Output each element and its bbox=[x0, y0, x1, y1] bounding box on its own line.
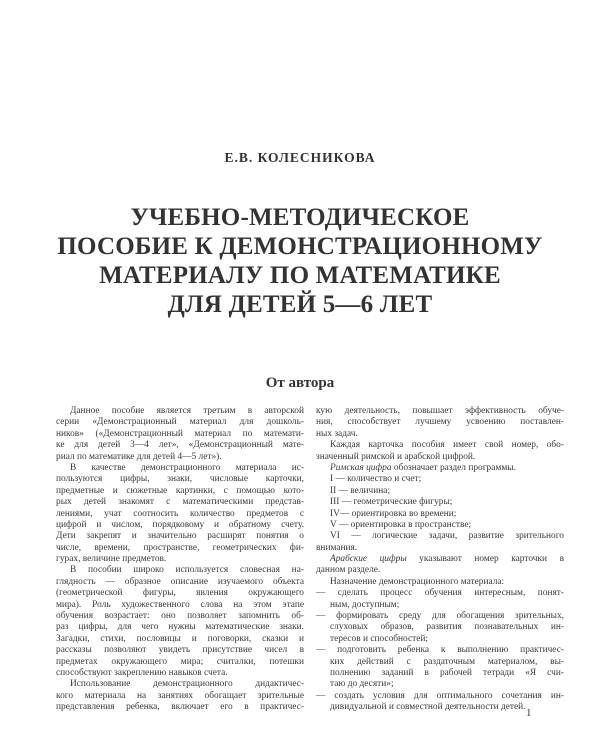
list-item: — создать условия для оптимального сочетания ин- bbox=[316, 690, 564, 701]
right-text-column bbox=[316, 406, 564, 714]
text-line: ников» («Демонстрационный материал по математи- bbox=[56, 428, 304, 439]
text-line: серии «Демонстрационный материал для дошколь- bbox=[56, 417, 304, 428]
text-line: цифрой и числом, порядковому и обратному счету. bbox=[56, 519, 304, 530]
text-line: Дети закрепят и значительно расширят понятия о bbox=[56, 531, 304, 542]
text-line: лениями, учат соотносить количество предметов с bbox=[56, 508, 304, 519]
text-line: (геометрической фигуры, явления окружающего bbox=[56, 588, 304, 599]
text-line: кую деятельность, повышает эффективность обуче- bbox=[316, 406, 564, 416]
roman-numeral-term: Римская цифра bbox=[330, 462, 392, 473]
list-item: — формировать среду для обогащения зрительных, bbox=[316, 611, 564, 622]
page-number: 1 bbox=[526, 707, 532, 719]
title-line: ДЛЯ ДЕТЕЙ 5—6 ЛЕТ bbox=[167, 291, 433, 318]
list-item: — сделать процесс обучения интересным, понят- bbox=[316, 588, 564, 599]
text-line: раз цифры, для чего нужны математические знаки. bbox=[56, 622, 304, 633]
title-line: ПОСОБИЕ К ДЕМОНСТРАЦИОННОМУ bbox=[57, 233, 543, 260]
text-line: Назначение демонстрационного материала: bbox=[330, 576, 505, 587]
text-line: предметные и сюжетные картинки, с помощью кото- bbox=[56, 485, 304, 496]
inline-text: обозначает раздел программы. bbox=[391, 462, 516, 473]
text-line: полнению заданий в рабочей тетради «Я счи- bbox=[330, 667, 564, 678]
text-line: VI — логические задачи, развитие зрительного bbox=[330, 531, 564, 542]
text-line: таю до десяти»; bbox=[330, 679, 394, 690]
text-line: слуховых образов, развития познавательных ин- bbox=[330, 622, 564, 633]
text-line: кого материала на занятиях обогащает зрительные bbox=[56, 690, 304, 701]
left-text-column bbox=[56, 406, 304, 714]
text-line: ным, доступным; bbox=[330, 599, 400, 610]
text-line: В качестве демонстрационного материала ис- bbox=[70, 462, 304, 473]
text-line: гурах, величине предметов. bbox=[56, 554, 167, 565]
text-line: В пособии широко используется словесная на- bbox=[70, 565, 304, 576]
text-line: числе, времени, пространстве, геометрических фи- bbox=[56, 542, 304, 553]
text-line: глядность — образное описание изучаемого объекта bbox=[56, 576, 304, 587]
text-line: предметах окружающего мира; считалки, потешки bbox=[56, 656, 304, 667]
title-line: МАТЕРИАЛУ ПО МАТЕМАТИКЕ bbox=[99, 262, 501, 289]
inline-text: указывают номер карточки в bbox=[406, 554, 564, 565]
text-line: мира). Роль художественного слова на этом этапе bbox=[56, 599, 304, 610]
text-line: Использование демонстрационного дидактичес- bbox=[70, 679, 304, 690]
book-title bbox=[40, 203, 560, 319]
text-line: Данное пособие является третьим в авторской bbox=[70, 406, 304, 416]
text-line: способствуют закреплению навыков счета. bbox=[56, 667, 228, 678]
list-item: — подготовить ребенка к выполнению практичес- bbox=[316, 645, 564, 656]
text-line: Каждая карточка пособия имеет свой номер, обо- bbox=[330, 440, 564, 451]
text-line: ке для детей 3—4 лет», «Демонстрационный мате- bbox=[56, 440, 304, 451]
text-line: ных задач. bbox=[316, 428, 358, 439]
text-line bbox=[316, 463, 564, 474]
text-line: представления ребенка, включает его в практичес- bbox=[56, 702, 304, 713]
text-line: Загадки, стихи, пословицы и поговорки, сказки и bbox=[56, 633, 304, 644]
text-line: рых детей знакомят с математическими представ- bbox=[56, 497, 304, 508]
text-line: значенный римской и арабской цифрой. bbox=[316, 451, 476, 462]
text-line: пользуются цифры, знаки, числовые карточки, bbox=[56, 474, 304, 485]
text-line: данном разделе. bbox=[316, 565, 381, 576]
text-line: дивидуальной и совместной деятельности детей. bbox=[330, 702, 526, 713]
text-line: тересов и способностей; bbox=[330, 633, 429, 644]
text-line: III — геометрические фигуры; bbox=[330, 497, 453, 508]
section-heading: От автора bbox=[265, 375, 335, 391]
text-line: IV— ориентировка во времени; bbox=[330, 508, 457, 519]
title-line: УЧЕБНО-МЕТОДИЧЕСКОЕ bbox=[130, 204, 470, 231]
text-line: обучения возрастает: оно позволяет запомнить об- bbox=[56, 611, 304, 622]
arabic-numeral-term: Арабские цифры bbox=[330, 554, 407, 565]
text-line: риал по математике для детей 4—5 лет»). bbox=[56, 451, 222, 462]
text-line: ких действий с раздаточным материалом, вы- bbox=[330, 656, 564, 667]
text-line: I — количество и счет; bbox=[330, 474, 422, 485]
author-name: Е.В. КОЛЕСНИКОВА bbox=[224, 150, 376, 165]
text-line: V — ориентировка в пространстве; bbox=[330, 519, 472, 530]
text-line: ния, способствует лучшему усвоению поставлен- bbox=[316, 417, 564, 428]
text-line: внимания. bbox=[316, 542, 358, 553]
text-line: рассказы позволяют увидеть присутствие чисел в bbox=[56, 645, 304, 656]
text-line: II — величина; bbox=[330, 485, 391, 496]
text-line bbox=[316, 554, 564, 565]
